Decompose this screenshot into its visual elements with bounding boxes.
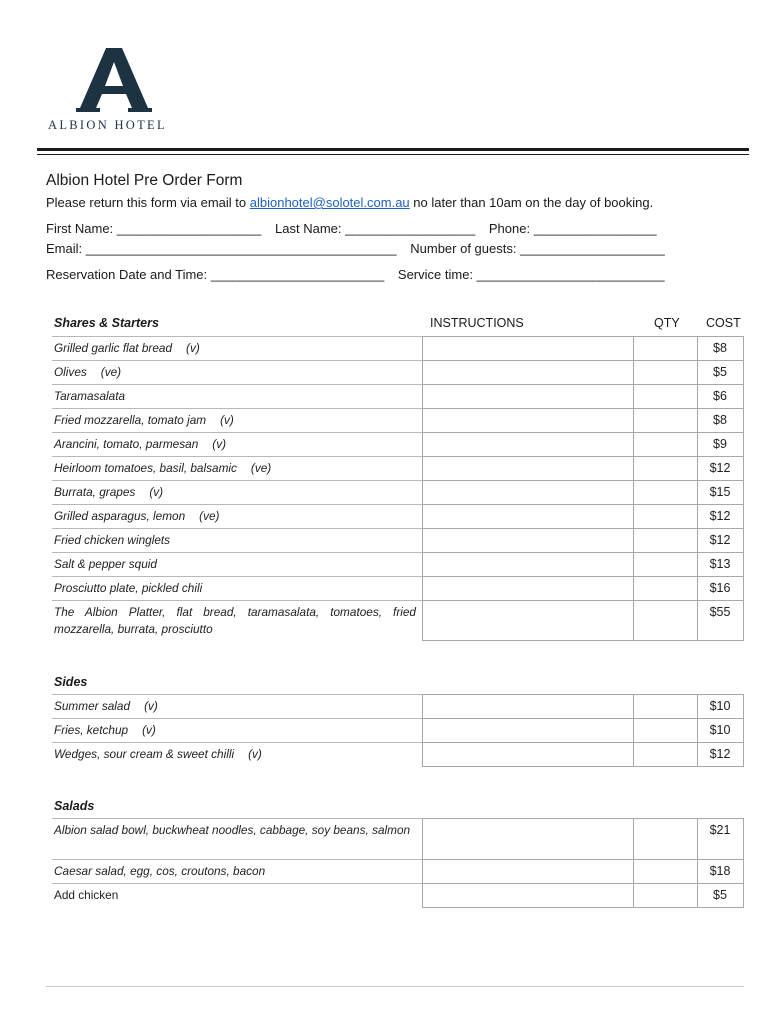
qty-input[interactable] — [633, 600, 698, 641]
qty-input[interactable] — [633, 432, 698, 457]
menu-item-name — [54, 887, 416, 904]
item-price: $16 — [709, 581, 731, 595]
qty-input[interactable] — [633, 528, 698, 553]
qty-input[interactable] — [633, 552, 698, 577]
item-price: $12 — [709, 747, 731, 761]
row-divider — [52, 360, 422, 361]
instructions-input[interactable] — [422, 528, 634, 553]
instructions-input[interactable] — [422, 456, 634, 481]
item-price: $5 — [713, 365, 727, 379]
menu-item-label: Salt & pepper squid — [54, 557, 157, 571]
instructions-input[interactable] — [422, 883, 634, 908]
dietary-tag: (v) — [144, 699, 158, 713]
instructions-input[interactable] — [422, 504, 634, 529]
instructions-input[interactable] — [422, 432, 634, 457]
item-price: $12 — [709, 461, 731, 475]
phone-field[interactable]: Phone: _________________ — [488, 221, 657, 236]
instructions-input[interactable] — [422, 408, 634, 433]
dietary-tag: (ve) — [250, 461, 272, 475]
instructions-input[interactable] — [422, 818, 634, 860]
instructions-input[interactable] — [422, 384, 634, 409]
qty-input[interactable] — [633, 360, 698, 385]
menu-item-name — [54, 863, 416, 880]
row-divider — [52, 576, 422, 577]
contact-row — [46, 221, 667, 236]
row-divider — [52, 600, 422, 601]
last-name-field[interactable]: Last Name: __________________ — [275, 221, 476, 236]
item-price: $12 — [709, 509, 731, 523]
row-divider — [52, 718, 422, 719]
return-email-link[interactable]: albionhotel@solotel.com.au — [249, 195, 410, 210]
menu-item-name — [54, 746, 416, 763]
menu-item-name — [54, 822, 416, 839]
instructions-column-header: INSTRUCTIONS — [430, 316, 524, 330]
menu-item-label: Fried mozzarella, tomato jam — [54, 413, 207, 427]
qty-input[interactable] — [633, 336, 698, 361]
menu-item-label: Caesar salad, egg, cos, croutons, bacon — [54, 864, 266, 878]
qty-input[interactable] — [633, 456, 698, 481]
menu-item-label: Wedges, sour cream & sweet chilli — [54, 747, 235, 761]
qty-input[interactable] — [633, 504, 698, 529]
menu-item-label: Albion salad bowl, buckwheat noodles, cabbage, soy beans, salmon — [54, 823, 411, 837]
logo-wordmark: ALBION HOTEL — [48, 118, 167, 132]
qty-input[interactable] — [633, 384, 698, 409]
menu-item-label: Grilled asparagus, lemon — [54, 509, 186, 523]
section-title: Salads — [54, 799, 95, 813]
dietary-tag: (ve) — [100, 365, 122, 379]
dietary-tag: (v) — [142, 723, 156, 737]
instructions-input[interactable] — [422, 552, 634, 577]
item-price: $5 — [713, 888, 727, 902]
menu-item-label: Add chicken — [54, 888, 119, 902]
instructions-input[interactable] — [422, 718, 634, 743]
menu-item-name — [54, 580, 416, 597]
qty-column-header: QTY — [654, 316, 680, 330]
instructions-suffix: no later than 10am on the day of booking. — [409, 195, 654, 210]
header-rule-thin — [37, 154, 749, 155]
menu-item-name — [54, 364, 416, 381]
menu-item-label: Prosciutto plate, pickled chili — [54, 581, 203, 595]
form-instructions — [46, 195, 653, 210]
cost-column-header: COST — [706, 316, 741, 330]
instructions-input[interactable] — [422, 859, 634, 884]
menu-item-label: Fried chicken winglets — [54, 533, 171, 547]
albion-a-logo-icon — [76, 48, 152, 112]
section-top-rule — [52, 818, 422, 819]
row-divider — [52, 504, 422, 505]
qty-input[interactable] — [633, 742, 698, 767]
item-price: $8 — [713, 413, 727, 427]
row-divider — [52, 384, 422, 385]
dietary-tag: (v) — [149, 485, 164, 499]
menu-item-name — [54, 722, 416, 739]
email-field[interactable]: Email: ___________________________________________ — [46, 241, 397, 256]
qty-input[interactable] — [633, 480, 698, 505]
menu-item-name — [54, 460, 416, 477]
menu-item-label: Olives — [54, 365, 87, 379]
row-divider — [52, 408, 422, 409]
qty-input[interactable] — [633, 694, 698, 719]
row-divider — [52, 859, 422, 860]
header-rule-thick — [37, 148, 749, 151]
menu-item-label: The Albion Platter, flat bread, taramasalata, tomatoes, fried mozzarella, burrata, prosciutto — [54, 605, 416, 636]
item-price: $6 — [713, 389, 727, 403]
row-divider — [52, 742, 422, 743]
reservation-field[interactable]: Reservation Date and Time: ________________________ — [46, 267, 385, 282]
row-divider — [52, 528, 422, 529]
instructions-input[interactable] — [422, 742, 634, 767]
menu-item-label: Taramasalata — [54, 389, 126, 403]
menu-item-name — [54, 412, 416, 429]
menu-item-label: Fries, ketchup — [54, 723, 129, 737]
guests-field[interactable]: Number of guests: ____________________ — [410, 241, 665, 256]
service-time-field[interactable]: Service time: __________________________ — [397, 267, 665, 282]
item-price: $55 — [709, 605, 731, 619]
row-divider — [52, 432, 422, 433]
row-divider — [52, 480, 422, 481]
instructions-input[interactable] — [422, 336, 634, 361]
row-divider — [52, 883, 422, 884]
menu-item-name — [54, 556, 416, 573]
section-title: Sides — [54, 675, 88, 689]
menu-item-label: Grilled garlic flat bread — [54, 341, 173, 355]
page-footer-rule — [46, 986, 744, 987]
menu-item-label: Summer salad — [54, 699, 131, 713]
menu-item-name — [54, 698, 416, 715]
qty-input[interactable] — [633, 718, 698, 743]
menu-item-name — [54, 436, 416, 453]
qty-input[interactable] — [633, 859, 698, 884]
instructions-input[interactable] — [422, 694, 634, 719]
qty-input[interactable] — [633, 576, 698, 601]
menu-item-name — [54, 388, 416, 405]
instructions-input[interactable] — [422, 480, 634, 505]
menu-item-name — [54, 532, 416, 549]
instructions-input[interactable] — [422, 600, 634, 641]
menu-item-label: Heirloom tomatoes, basil, balsamic — [54, 461, 237, 475]
menu-item-name — [54, 340, 416, 357]
albion-hotel-logo — [48, 48, 182, 133]
menu-item-label: Arancini, tomato, parmesan — [54, 437, 199, 451]
dietary-tag: (v) — [220, 413, 234, 427]
section-title: Shares & Starters — [54, 316, 159, 330]
item-price: $15 — [709, 485, 731, 499]
row-divider — [52, 456, 422, 457]
item-price: $21 — [709, 823, 731, 837]
instructions-input[interactable] — [422, 360, 634, 385]
section-top-rule — [52, 694, 422, 695]
qty-input[interactable] — [633, 408, 698, 433]
item-price: $13 — [709, 557, 731, 571]
email-row — [46, 241, 675, 256]
dietary-tag: (v) — [212, 437, 227, 451]
instructions-prefix: Please return this form via email to — [46, 195, 250, 210]
item-price: $10 — [709, 699, 731, 713]
menu-item-label: Burrata, grapes — [54, 485, 136, 499]
section-top-rule — [52, 336, 422, 337]
qty-input[interactable] — [633, 818, 698, 860]
qty-input[interactable] — [633, 883, 698, 908]
form-title: Albion Hotel Pre Order Form — [46, 172, 243, 189]
item-price: $8 — [713, 341, 727, 355]
dietary-tag: (v) — [248, 747, 262, 761]
dietary-tag: (v) — [186, 341, 200, 355]
menu-item-name — [54, 484, 416, 501]
item-price: $10 — [709, 723, 731, 737]
menu-item-name — [54, 508, 416, 525]
item-price: $9 — [713, 437, 727, 451]
first-name-field[interactable]: First Name: ____________________ — [46, 221, 262, 236]
dietary-tag: (ve) — [199, 509, 220, 523]
menu-item-name — [54, 604, 416, 638]
item-price: $18 — [709, 864, 731, 878]
reservation-row — [46, 267, 675, 282]
instructions-input[interactable] — [422, 576, 634, 601]
item-price: $12 — [709, 533, 731, 547]
row-divider — [52, 552, 422, 553]
